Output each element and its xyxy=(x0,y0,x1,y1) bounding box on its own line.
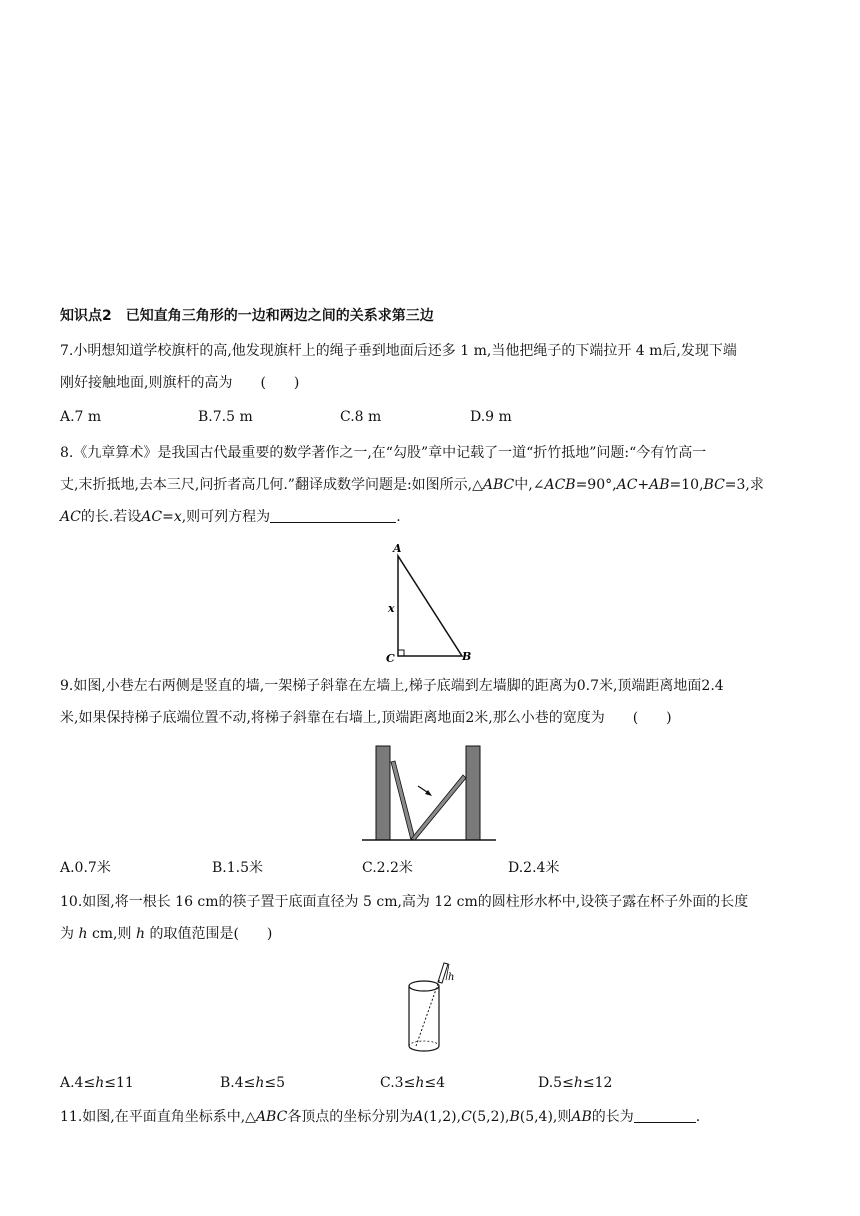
label-h: h xyxy=(448,972,455,983)
q8-line2: 丈,末折抵地,去本三尺,问折者高几何.”翻译成数学问题是:如图所示,△ABC中,∠ACB=90°,AC+AB=10,BC=3,求 xyxy=(60,477,764,493)
q7-option-b[interactable]: B.7.5 m xyxy=(198,409,253,425)
q9-option-a[interactable]: A.0.7米 xyxy=(60,860,111,876)
q7-option-d[interactable]: D.9 m xyxy=(470,409,512,425)
label-x: x xyxy=(388,602,395,615)
q7-option-c[interactable]: C.8 m xyxy=(340,409,382,425)
q9-option-d[interactable]: D.2.4米 xyxy=(508,860,560,876)
section-heading: 知识点2 已知直角三角形的一边和两边之间的关系求第三边 xyxy=(60,308,434,324)
chopstick-inside xyxy=(416,978,440,1046)
cup-bottom-back xyxy=(409,1041,439,1046)
q7-line1: 7.小明想知道学校旗杆的高,他发现旗杆上的绳子垂到地面后还多 1 m,当他把绳子的下端拉开 4 m后,发现下端 xyxy=(60,343,737,359)
q9-option-c[interactable]: C.2.2米 xyxy=(362,860,413,876)
right-wall xyxy=(466,746,480,840)
q10-line2: 为 h cm,则 h 的取值范围是( ) xyxy=(60,926,273,942)
q9-line2: 米,如果保持梯子底端位置不动,将梯子斜靠在右墙上,顶端距离地面2米,那么小巷的宽度为 ( ) xyxy=(60,710,672,726)
q10-option-c[interactable]: C.3≤h≤4 xyxy=(380,1075,445,1091)
chopstick-outside xyxy=(438,963,448,983)
left-wall xyxy=(376,746,390,840)
q9-line1: 9.如图,小巷左右两侧是竖直的墙,一架梯子斜靠在左墙上,梯子底端到左墙脚的距离为0.7米,顶端距离地面2.4 xyxy=(60,678,724,694)
q7-line2: 刚好接触地面,则旗杆的高为 ( ) xyxy=(60,375,300,391)
q11-answer-blank[interactable] xyxy=(634,1108,696,1123)
right-angle-mark xyxy=(398,650,404,656)
q10-option-b[interactable]: B.4≤h≤5 xyxy=(220,1075,286,1091)
label-a: A xyxy=(393,542,402,555)
q8-line1: 8.《九章算术》是我国古代最重要的数学著作之一,在“勾股”章中记载了一道“折竹抵地”问题:“今有竹高一 xyxy=(60,445,707,461)
q7-option-a[interactable]: A.7 m xyxy=(60,409,102,425)
ladder-left xyxy=(391,761,415,840)
q10-option-a[interactable]: A.4≤h≤11 xyxy=(60,1075,134,1091)
q8-triangle-figure xyxy=(380,540,480,665)
q9-option-b[interactable]: B.1.5米 xyxy=(212,860,264,876)
q10-cup-figure xyxy=(400,958,470,1058)
q11-line1: 11.如图,在平面直角坐标系中,△ABC各顶点的坐标分别为A(1,2),C(5,2),B(5,4),则AB的长为 . xyxy=(60,1109,701,1125)
label-c: C xyxy=(386,652,395,665)
q10-line1: 10.如图,将一根长 16 cm的筷子置于底面直径为 5 cm,高为 12 cm的圆柱形水杯中,设筷子露在杯子外面的长度 xyxy=(60,894,749,910)
cup-bottom-front xyxy=(409,1046,439,1051)
q9-alley-figure xyxy=(360,742,500,844)
q8-answer-blank[interactable] xyxy=(270,508,396,523)
cup-top-rim xyxy=(409,981,439,991)
q10-option-d[interactable]: D.5≤h≤12 xyxy=(538,1075,613,1091)
triangle-shape xyxy=(398,556,462,656)
q8-line3: AC的长.若设AC=x,则可列方程为 . xyxy=(60,509,401,525)
label-b: B xyxy=(462,650,472,663)
ladder-right xyxy=(411,775,466,840)
